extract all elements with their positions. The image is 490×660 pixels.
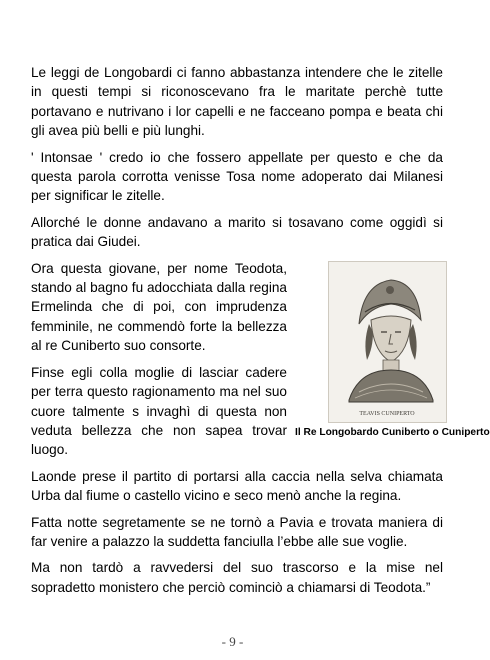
figure — [295, 261, 490, 438]
paragraph-5: Finse egli colla moglie di lasciar cadere per terra questo ragionamento ma nel suo cuore talmente s invaghì di questa non veduta bellezza che non sapea trovar luogo. — [31, 364, 287, 458]
paragraph-2: ' Intonsae ' credo io che fossero appellate per questo e che da questa parola corrotta venisse Tosa nome adoperato dai Milanesi per significar le zitelle. — [31, 149, 443, 204]
paragraph-1: Le leggi de Longobardi ci fanno abbastanza intendere che le zitelle in questi tempi si riconoscevano fra le maritate perchè tutte portavano e nutrivano i lor capelli e ne facceano pompa e beata chi gli avea più belli e più lunghi. — [31, 65, 443, 139]
figure-section — [31, 259, 490, 460]
figure-caption: Il Re Longobardo Cuniberto o Cuniperto — [295, 426, 490, 438]
paragraph-8: Ma non tardò a ravvedersi del suo trascorso e la mise nel sopradetto monistero che perciò cominciò a chiamarsi di Teodota.” — [31, 560, 443, 595]
portrait-engraving-image — [328, 261, 447, 423]
paragraph-6: Laonde prese il partito di portarsi alla caccia nella selva chiamata Urba dal fiume o castello vicino e seco menò anche la regina. — [31, 468, 443, 504]
paragraph-3: Allorché le donne andavano a marito si tosavano come oggidì si pratica dai Giudei. — [31, 214, 443, 250]
page-body — [31, 63, 490, 597]
page-number: - 9 - — [221, 634, 244, 649]
paragraph-4: Ora questa giovane, per nome Teodota, stando al bagno fu adocchiata dalla regina Ermelinda che di poi, con imprudenza femminile, ne commendò forte la bellezza al re Cuniberto suo consorte. — [31, 260, 287, 354]
paragraph-7: Fatta notte segretamente se ne tornò a Pavia e trovata maniera di far venire a palazzo la suddetta fanciulla l’ebbe alle sue voglie. — [31, 514, 443, 549]
engraving-label: TEAVIS CUNIPERTO — [359, 410, 415, 417]
